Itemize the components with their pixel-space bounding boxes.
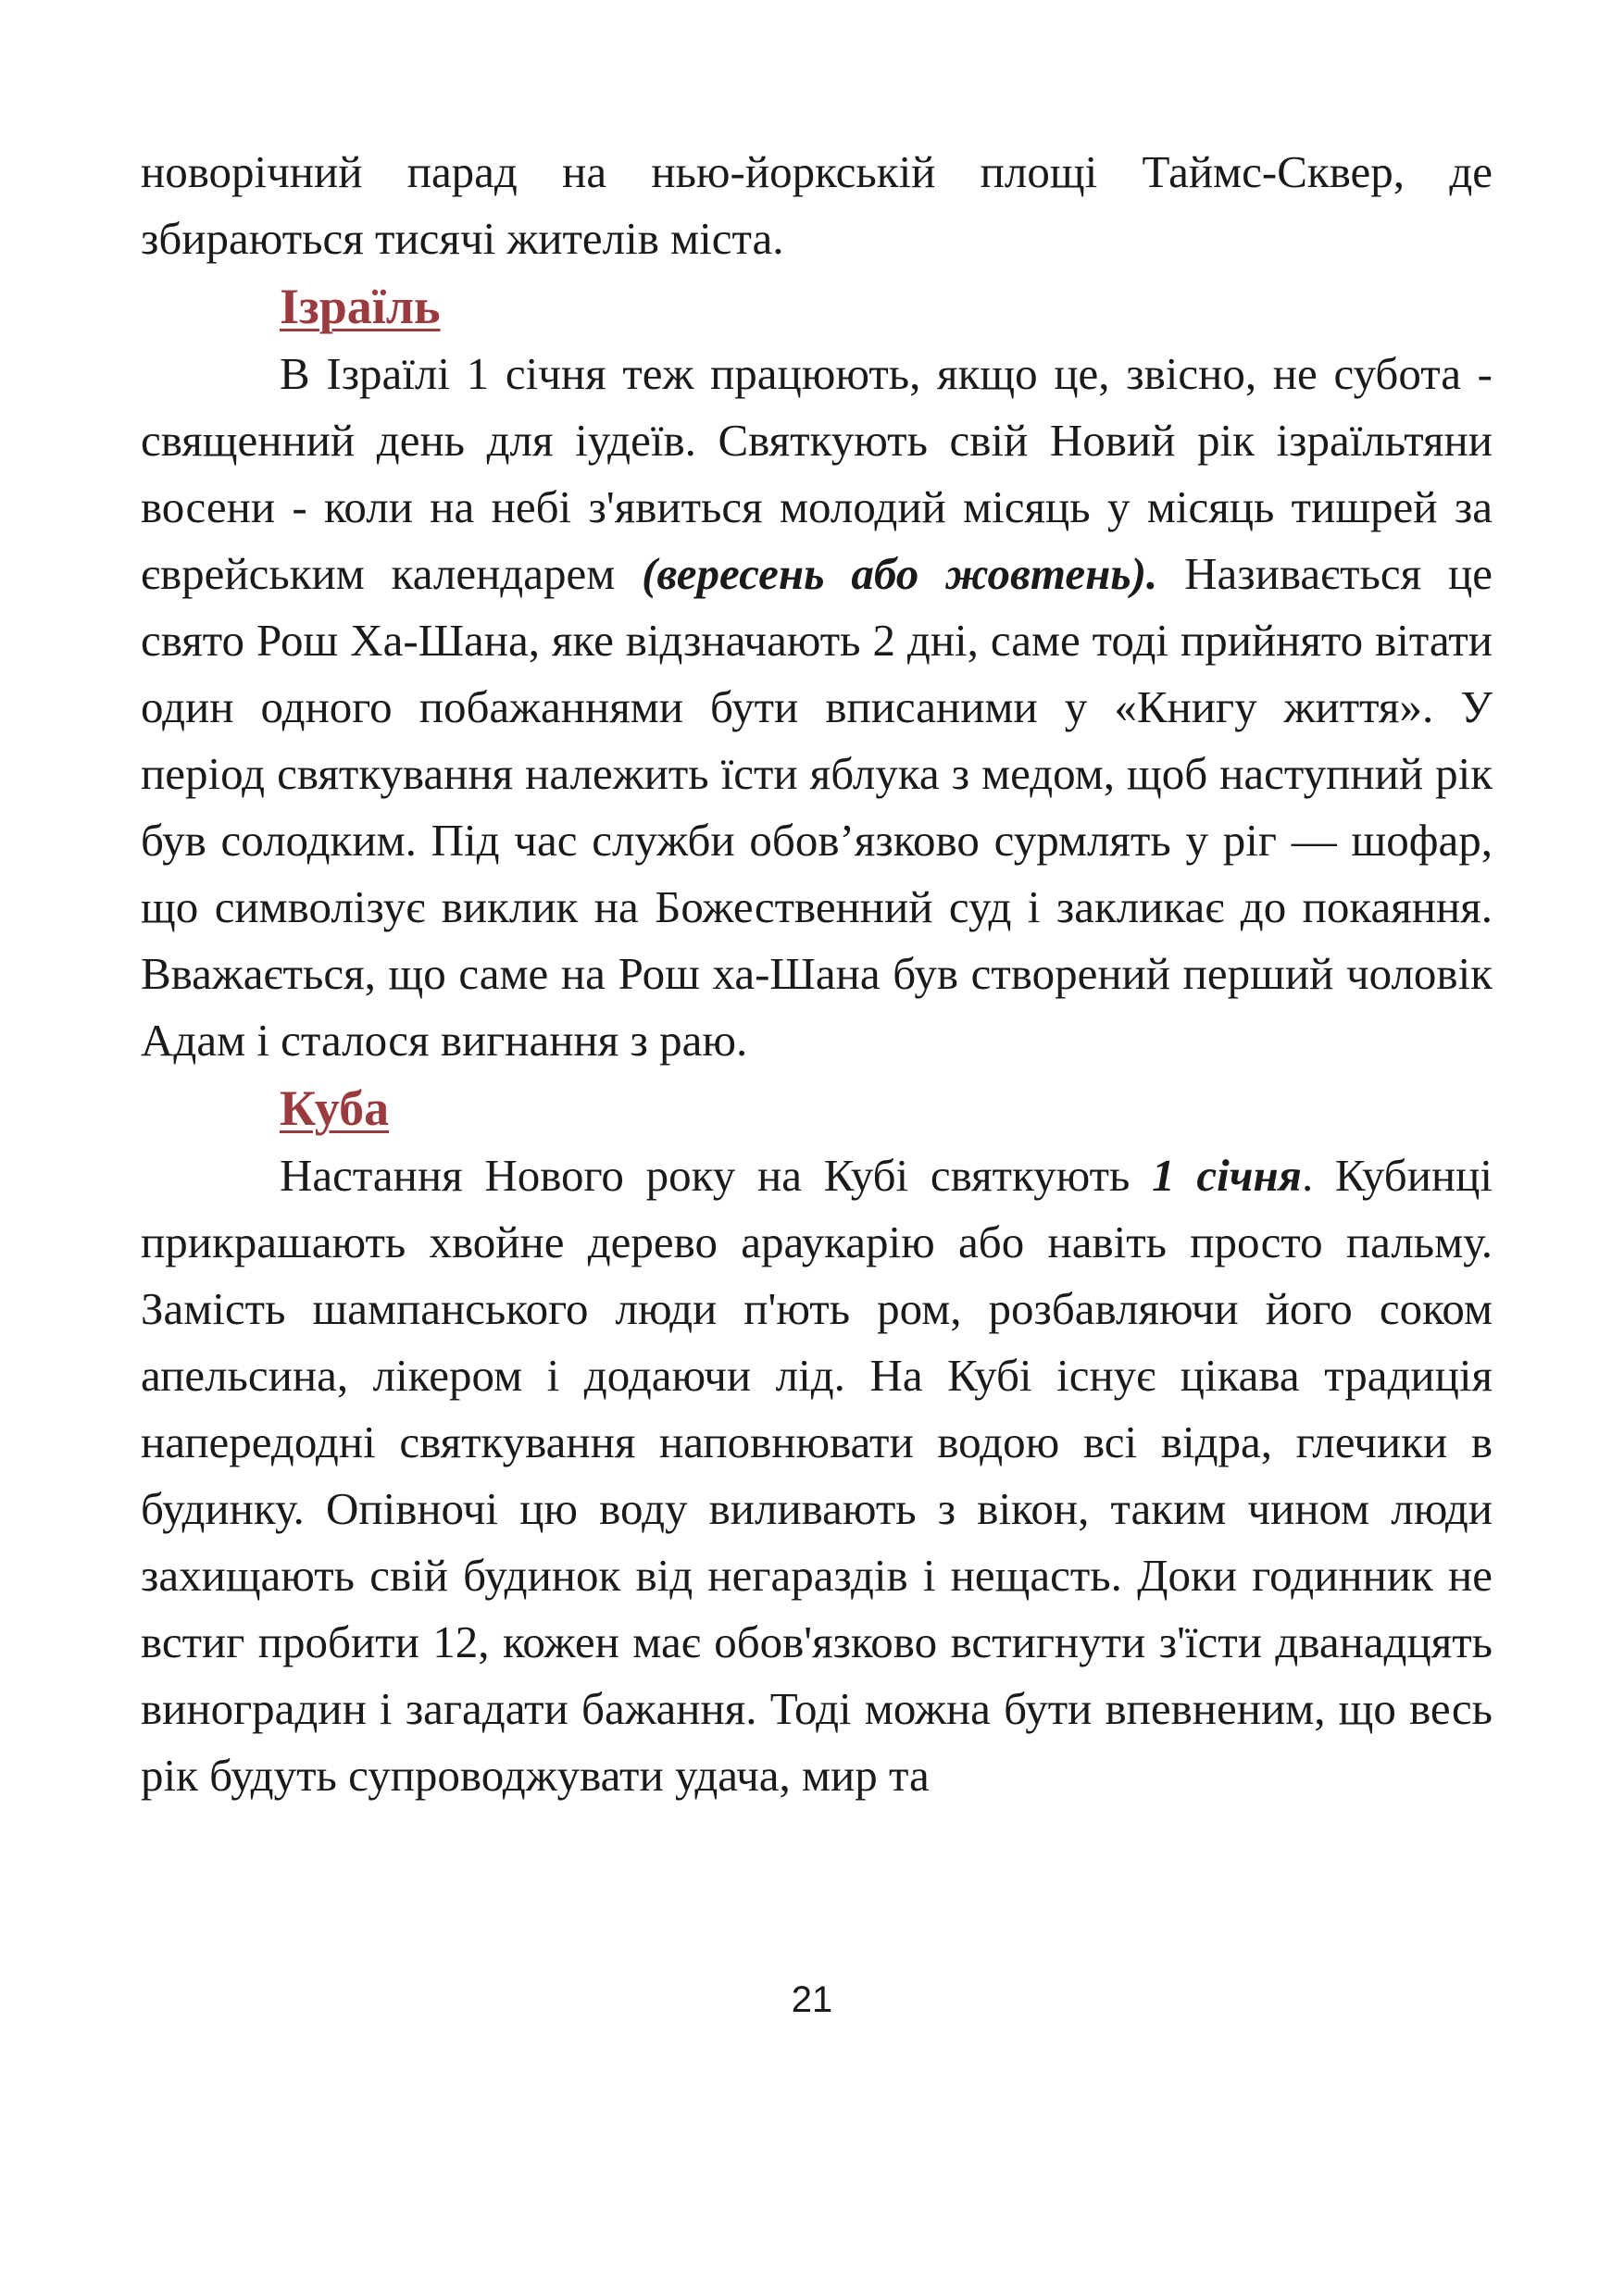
page-body <box>141 139 1493 1809</box>
israel-text-rest: Називається це свято Рош Ха-Шана, яке відзначають 2 дні, саме тоді прийнято вітати один одного побажаннями бути вписаними у «Книгу життя». У період святкування належить їсти яблука з медом, щоб наступний рік був солодким. Під час служби обов’язково сурмлять у ріг — шофар, що символізує виклик на Божественний суд і закликає до покаяння. Вважається, що саме на Рош ха-Шана був створений перший чоловік Адам і сталося вигнання з раю. <box>141 548 1493 1066</box>
cuba-text-rest: . Кубинці прикрашають хвойне дерево араукарію або навіть просто пальму. Замість шампанського люди п'ють ром, розбавляючи його соком апельсина, лікером і додаючи лід. На Кубі існує цікава традиція напередодні святкування наповнювати водою всі відра, глечики в будинку. Опівночі цю воду виливають з вікон, таким чином люди захищають свій будинок від негараздів і нещасть. Доки годинник не встиг пробити 12, кожен має обов'язково встигнути з'їсти дванадцять виноградин і загадати бажання. Тоді можна бути впевненим, що весь рік будуть супроводжувати удача, мир та <box>141 1150 1493 1801</box>
page-number: 21 <box>791 1979 833 2020</box>
cuba-paragraph <box>141 1142 1493 1809</box>
intro-paragraph: новорічний парад на нью-йоркській площі Таймс-Сквер, де збираються тисячі жителів міста. <box>141 146 1493 264</box>
section-heading-israel: Ізраїль <box>280 279 441 334</box>
cuba-text-start: Настання Нового року на Кубі святкують <box>280 1150 1153 1201</box>
israel-paragraph <box>141 341 1493 1074</box>
israel-emphasis: (вересень або жовтень). <box>642 548 1158 599</box>
cuba-emphasis: 1 січня <box>1152 1150 1302 1201</box>
israel-text-start: В Ізраїлі 1 січня теж працюють, якщо це, звісно, не субота - священний день для іудеїв. Святкують свій Новий рік ізраїльтяни восени - коли на небі з'явиться молодий місяць у місяць тишрей за єврейським календарем <box>141 348 1493 599</box>
section-heading-cuba: Куба <box>280 1080 390 1136</box>
